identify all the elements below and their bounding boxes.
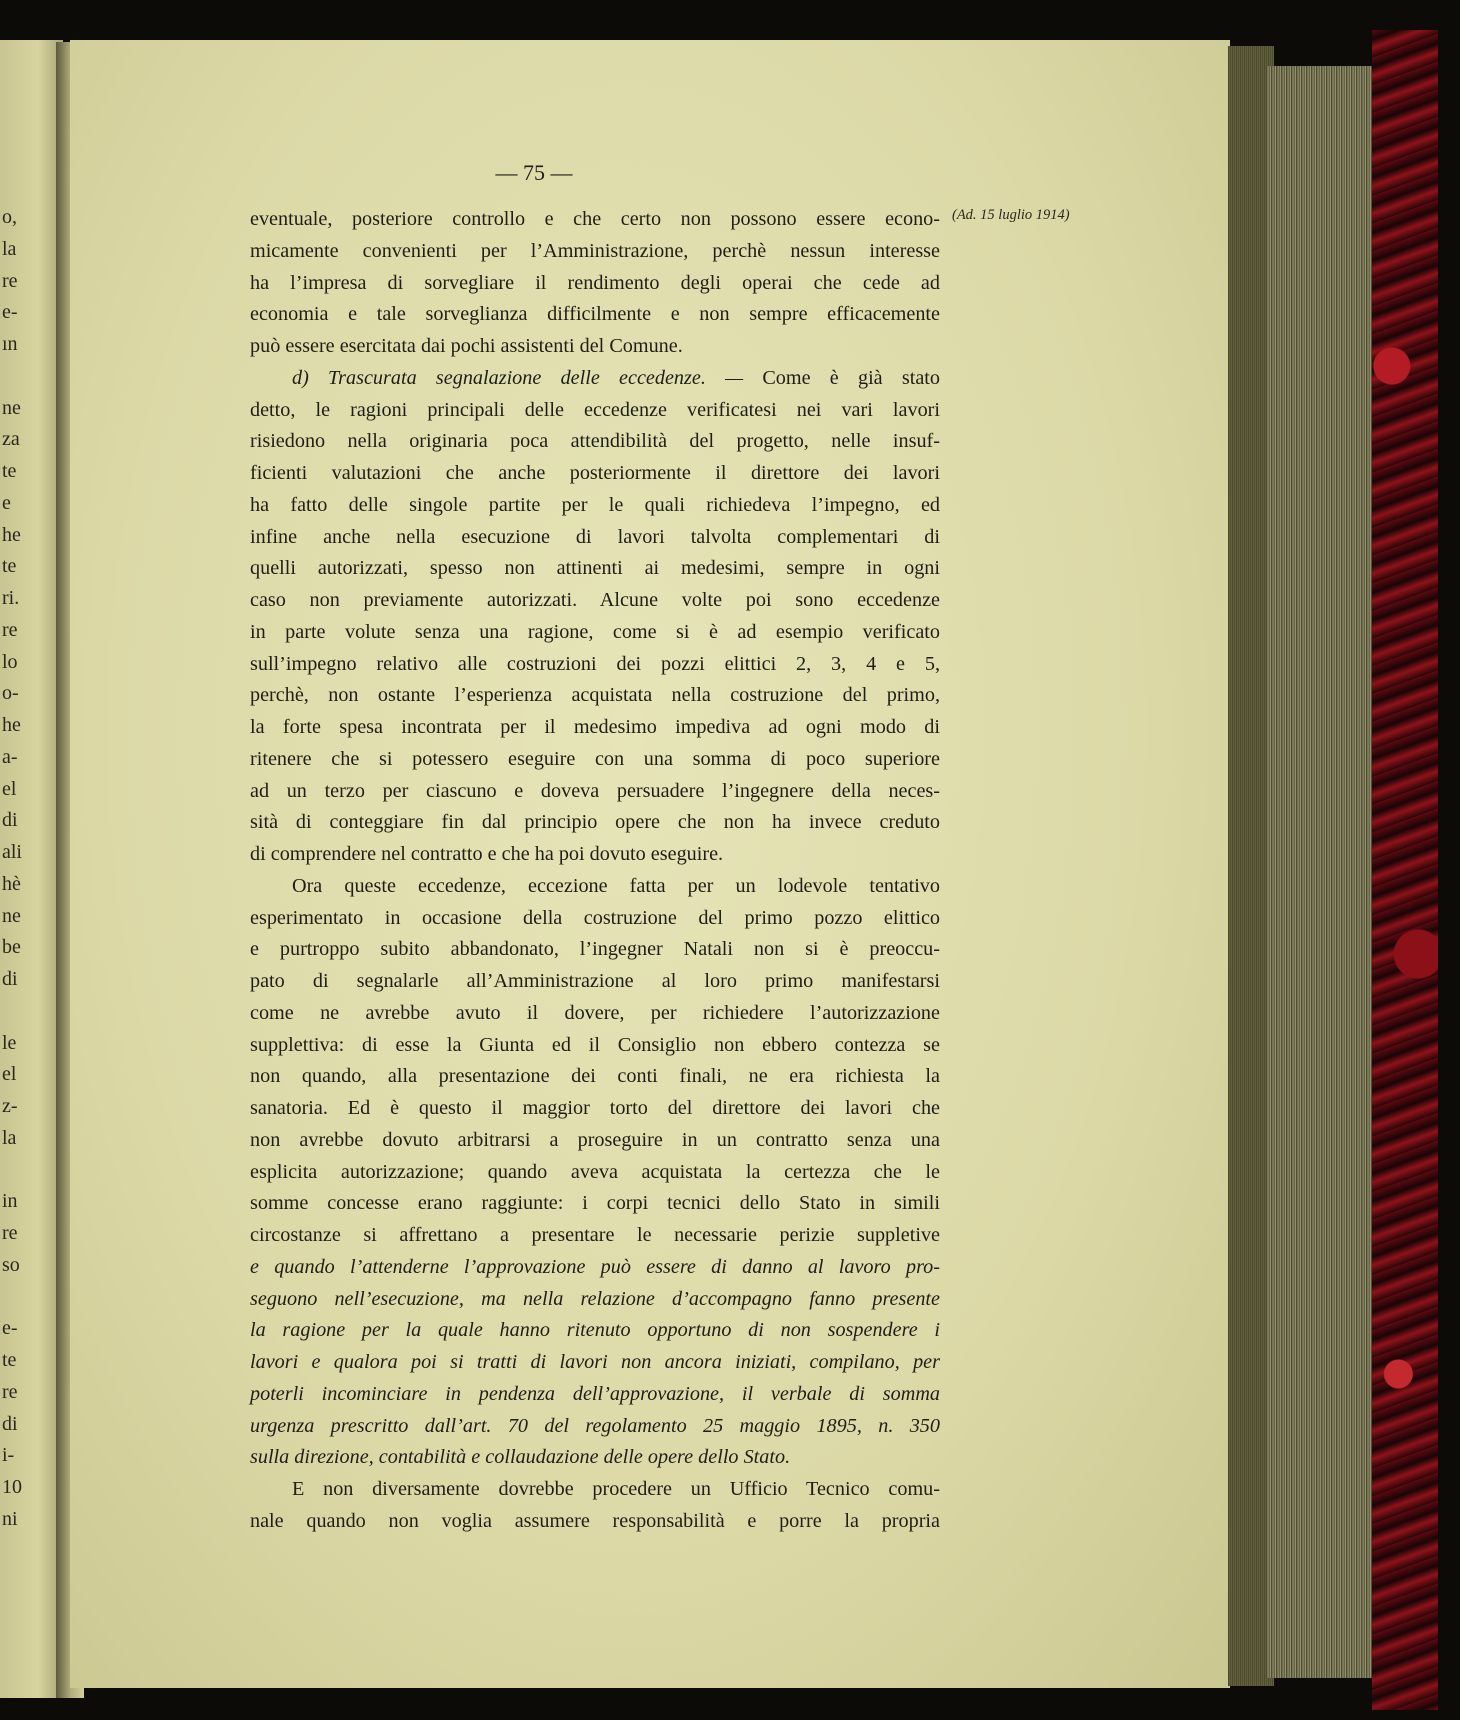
text-line <box>292 365 940 391</box>
text-line: sità di conteggiare fin dal principio opere che non ha invece creduto <box>250 811 940 834</box>
previous-page-fragment: hè <box>2 872 21 895</box>
text-line: sulla direzione, contabilità e collaudazione delle opere dello Stato. <box>250 1446 791 1469</box>
text-line: detto, le ragioni principali delle eccedenze verificatesi nei vari lavori <box>250 398 940 421</box>
previous-page-fragment: di <box>2 809 18 832</box>
previous-page-fragment: le <box>2 1031 17 1054</box>
previous-page-fragment: ın <box>2 333 18 355</box>
text-line: caso non previamente autorizzati. Alcune volte poi sono eccedenze <box>250 589 940 611</box>
previous-page-fragment: el <box>2 777 17 800</box>
previous-page-fragment: ne <box>2 904 21 927</box>
previous-page-fragment: be <box>2 936 21 959</box>
text-line: perchè, non ostante l’esperienza acquistata nella costruzione del primo, <box>250 684 940 707</box>
previous-page-fragment: ali <box>2 841 22 863</box>
previous-page-fragment: he <box>2 714 21 736</box>
text-line: ha fatto delle singole partite per le quali richiedeva l’impegno, ed <box>250 493 940 516</box>
text-line: E non diversamente dovrebbe procedere un Ufficio Tecnico comu- <box>292 1478 940 1500</box>
previous-page-fragment: e- <box>2 301 18 324</box>
text-line: esplicita autorizzazione; quando aveva acquistata la certezza che le <box>250 1160 940 1183</box>
text-line: non quando, alla presentazione dei conti finali, ne era richiesta la <box>250 1065 940 1088</box>
text-line: e purtroppo subito abbandonato, l’ingegner Natali non si è preoccu- <box>250 938 940 961</box>
previous-page-fragment: o- <box>2 682 19 705</box>
text-line: sull’impegno relativo alle costruzioni dei pozzi elittici 2, 3, 4 e 5, <box>250 652 940 675</box>
section-heading: d) Trascurata segnalazione delle eccedenze. — <box>292 366 744 389</box>
text-line: la forte spesa incontrata per il medesimo impediva ad ogni modo di <box>250 716 940 738</box>
previous-page-fragment: re <box>2 1222 18 1244</box>
text-line: non avrebbe dovuto arbitrarsi a proseguire in un contratto senza una <box>250 1128 940 1151</box>
previous-page-fragment: lo <box>2 650 18 673</box>
text-line: in parte volute senza una ragione, come si è ad esempio verificato <box>250 620 940 643</box>
marbled-binding <box>1372 30 1438 1710</box>
text-line: urgenza prescritto dall’art. 70 del regolamento 25 maggio 1895, n. 350 <box>250 1414 940 1437</box>
page-number: — 75 — <box>495 160 573 185</box>
text-line: poterli incominciare in pendenza dell’approvazione, il verbale di somma <box>250 1382 940 1405</box>
text-line: quelli autorizzati, spesso non attinenti ai medesimi, sempre in ogni <box>250 557 940 580</box>
previous-page-fragment: te <box>2 460 17 482</box>
previous-page-fragment: la <box>2 1126 17 1149</box>
text-line: lavori e qualora poi si tratti di lavori non ancora iniziati, compilano, per <box>250 1351 940 1373</box>
text-line: economia e tale sorveglianza difficilmente e non sempre efficacemente <box>250 303 940 326</box>
text-line: esperimentato in occasione della costruzione del primo pozzo elittico <box>250 906 940 929</box>
previous-page-fragment: in <box>2 1190 18 1213</box>
previous-page-fragment: o, <box>2 206 17 228</box>
previous-page-fragment: a- <box>2 745 18 768</box>
previous-page-fragment: di <box>2 968 18 990</box>
text-line: come ne avrebbe avuto il dovere, per richiedere l’autorizzazione <box>250 1001 940 1024</box>
previous-page-fragment: di <box>2 1412 18 1435</box>
previous-page-fragment: 10 <box>2 1476 22 1498</box>
previous-page-fragment: el <box>2 1063 17 1086</box>
previous-page-fragment: e <box>2 491 11 514</box>
margin-date-note: (Ad. 15 luglio 1914) <box>952 207 1070 223</box>
text-line: sanatoria. Ed è questo il maggior torto del direttore dei lavori che <box>250 1097 940 1119</box>
previous-page-fragment: te <box>2 555 17 578</box>
text-line: la ragione per la quale hanno ritenuto opportuno di non sospendere i <box>250 1319 940 1342</box>
previous-page-fragment: za <box>2 428 20 451</box>
previous-page-fragment: te <box>2 1349 17 1371</box>
text-line: di comprendere nel contratto e che ha poi dovuto eseguire. <box>250 843 724 865</box>
previous-page-fragment: re <box>2 269 18 292</box>
text-line: ha l’impresa di sorvegliare il rendimento degli operai che cede ad <box>250 271 940 294</box>
text-line: può essere esercitata dai pochi assistenti del Comune. <box>250 335 683 357</box>
previous-page-fragment: ri. <box>2 587 20 609</box>
previous-page-fragment: ni <box>2 1507 18 1530</box>
text-line: Ora queste eccedenze, eccezione fatta per un lodevole tentativo <box>292 874 940 897</box>
text-line: supplettiva: di esse la Giunta ed il Consiglio non ebbero contezza se <box>250 1033 940 1056</box>
text-line: ad un terzo per ciascuno e doveva persuadere l’ingegnere della neces- <box>250 779 940 802</box>
previous-page-fragment: so <box>2 1253 20 1276</box>
text-line: pato di segnalarle all’Amministrazione al loro primo manifestarsi <box>250 970 940 992</box>
text-line: e quando l’attenderne l’approvazione può essere di danno al lavoro pro- <box>250 1255 940 1278</box>
text-line: ritenere che si potessero eseguire con una somma di poco superiore <box>250 747 940 770</box>
text-line: seguono nell’esecuzione, ma nella relazione d’accompagno fanno presente <box>250 1287 940 1310</box>
text-run: Come è già stato <box>762 366 941 389</box>
text-line: nale quando non voglia assumere responsabilità e porre la propria <box>250 1509 940 1532</box>
previous-page-fragment: re <box>2 618 18 641</box>
previous-page-fragment: he <box>2 523 21 546</box>
previous-page-fragment: la <box>2 237 17 260</box>
text-line: eventuale, posteriore controllo e che certo non possono essere econo- <box>250 208 940 230</box>
previous-page-fragment: re <box>2 1380 18 1403</box>
previous-page-fragment: z- <box>2 1095 18 1117</box>
text-line: risiedono nella originaria poca attendibilità del progetto, nelle insuf- <box>250 430 940 453</box>
previous-page-fragment: i- <box>2 1444 15 1467</box>
text-line: infine anche nella esecuzione di lavori talvolta complementari di <box>250 525 940 548</box>
previous-page-fragment: ne <box>2 396 21 419</box>
page-stack-edge <box>1266 66 1376 1678</box>
text-line: micamente convenienti per l’Amministrazione, perchè nessun interesse <box>250 239 940 262</box>
text-line: circostanze si affrettano a presentare le necessarie perizie suppletive <box>250 1224 940 1246</box>
previous-page-fragment: e- <box>2 1317 18 1340</box>
text-line: ficienti valutazioni che anche posteriormente il direttore dei lavori <box>250 462 940 484</box>
text-line: somme concesse erano raggiunte: i corpi tecnici dello Stato in simili <box>250 1192 940 1215</box>
